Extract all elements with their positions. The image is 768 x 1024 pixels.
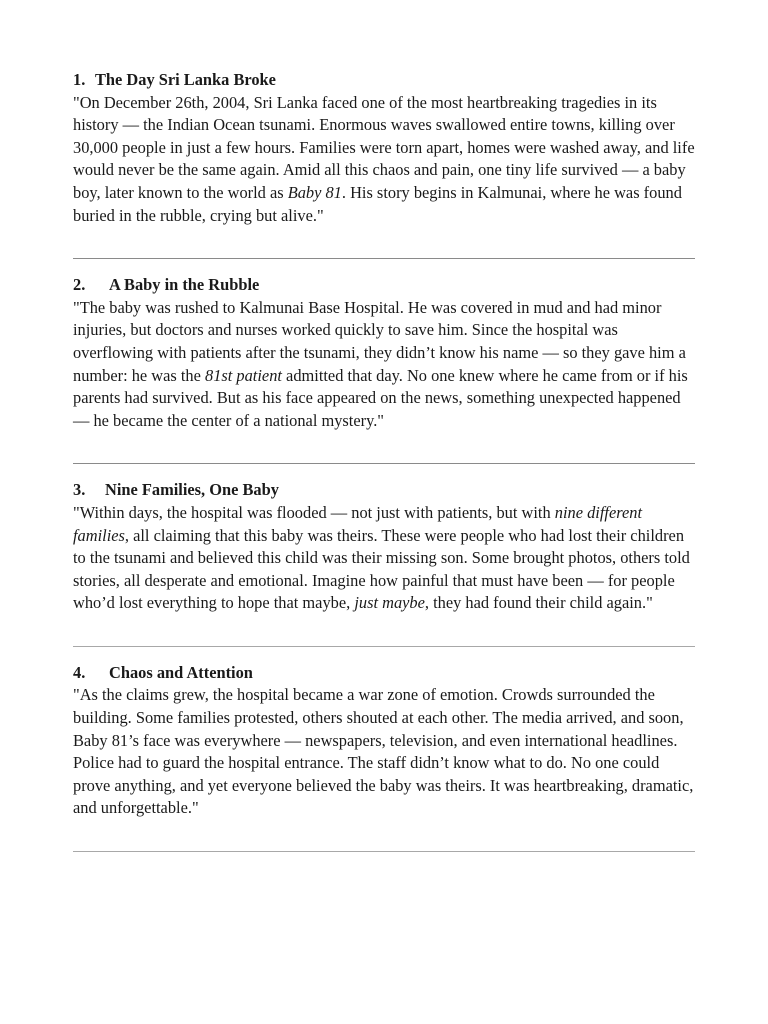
section-heading <box>73 662 695 685</box>
section-body <box>73 502 695 615</box>
emphasized-text: nine different families <box>73 502 643 545</box>
emphasized-text: 81st patient <box>205 365 282 385</box>
body-text-part: admitted that day. No one knew where he came from or if his parents had survived. But as his face appeared on the news, something unexpected happened — he became the center of a national mystery." <box>73 365 688 430</box>
emphasized-text: just maybe <box>354 593 425 613</box>
section-number: 3. <box>73 480 86 500</box>
section-title: The Day Sri Lanka Broke <box>95 70 276 89</box>
section-number: 2. <box>73 275 86 295</box>
section-heading <box>73 69 695 92</box>
section-divider <box>73 851 695 852</box>
section-2 <box>73 274 695 432</box>
section-4 <box>73 662 695 820</box>
section-body <box>73 92 695 228</box>
body-text-part: , all claiming that this baby was theirs. These were people who had lost their children to the tsunami and believed this child was their missing son. Some brought photos, others told stories, all desperate and emotional. Imagine how painful that must have been — for people who’d lost everything to hope that maybe, <box>73 525 690 613</box>
section-heading <box>73 479 695 502</box>
section-1 <box>73 69 695 227</box>
body-text-part: "Within days, the hospital was flooded — not just with patients, but with <box>73 502 555 522</box>
section-heading <box>73 274 695 297</box>
section-number: 4. <box>73 662 86 682</box>
section-body <box>73 297 695 433</box>
section-3 <box>73 479 695 615</box>
section-body <box>73 684 695 820</box>
section-title: Nine Families, One Baby <box>105 480 279 500</box>
body-text-part: "The baby was rushed to Kalmunai Base Hospital. He was covered in mud and had minor injuries, but doctors and nurses worked quickly to save him. Since the hospital was overflowing with patients after the tsunami, they didn’t know his name — so they gave him a number: he was the <box>73 297 686 385</box>
document-page <box>73 69 695 852</box>
section-number: 1. <box>73 70 86 89</box>
body-text-part: . His story begins in Kalmunai, where he was found buried in the rubble, crying but alive." <box>73 182 682 225</box>
section-title: A Baby in the Rubble <box>109 275 260 295</box>
body-text-part: "As the claims grew, the hospital became a war zone of emotion. Crowds surrounded the building. Some families protested, others shouted at each other. The media arrived, and soon, Baby 81’s face was everywhere — newspapers, television, and even international headlines. Police had to guard the hospital entrance. The staff didn’t know what to do. No one could prove anything, and yet everyone believed the baby was theirs. It was heartbreaking, dramatic, and unforgettable." <box>73 685 694 818</box>
body-text-part: "On December 26th, 2004, Sri Lanka faced one of the most heartbreaking tragedies in its history — the Indian Ocean tsunami. Enormous waves swallowed entire towns, killing over 30,000 people in just a few hours. Families were torn apart, homes were washed away, and life would never be the same again. Amid all this chaos and pain, one tiny life survived — a baby boy, later known to the world as <box>73 92 695 202</box>
emphasized-text: Baby 81 <box>287 182 342 202</box>
section-title: Chaos and Attention <box>109 662 253 682</box>
body-text-part: , they had found their child again." <box>424 593 653 613</box>
